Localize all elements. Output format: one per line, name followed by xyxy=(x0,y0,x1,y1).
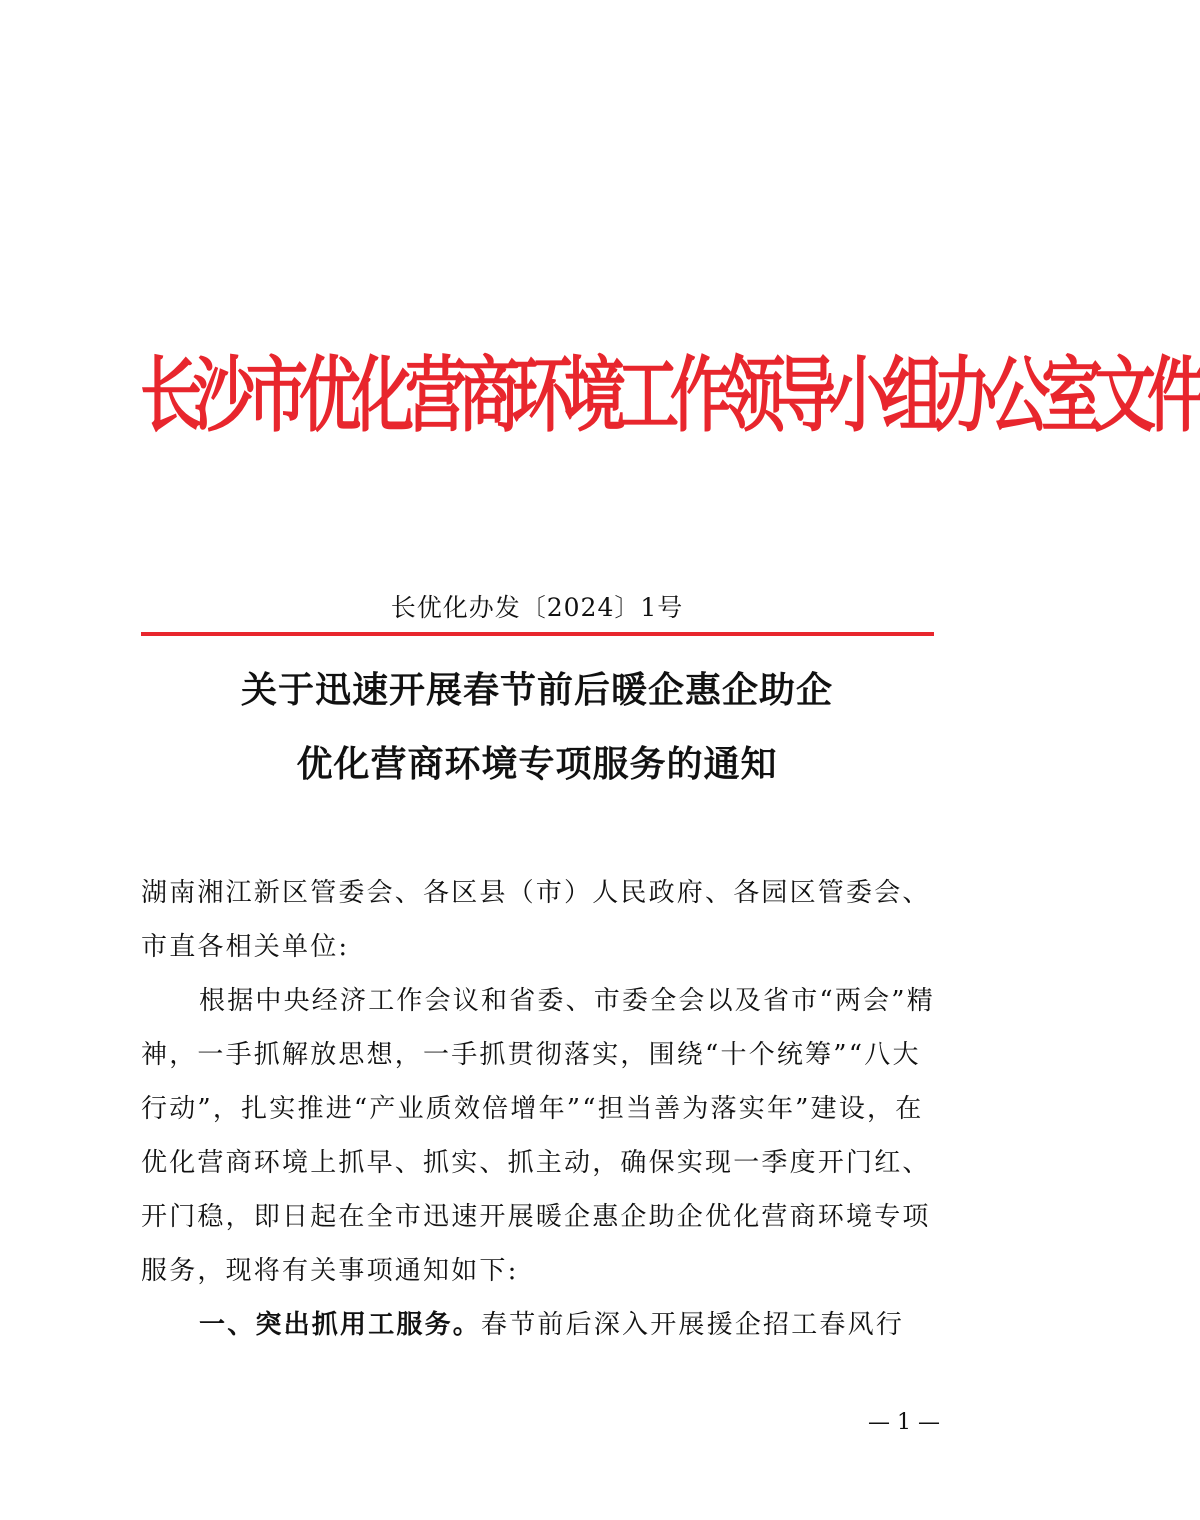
notice-title-line-2: 优化营商环境专项服务的通知 xyxy=(296,743,778,785)
red-divider-rule xyxy=(141,632,934,636)
document-number: 长优化办发〔2024〕1号 xyxy=(390,593,684,622)
section-1-heading: 一、突出抓用工服务。 xyxy=(199,1310,482,1340)
issuer-red-header: 长沙市优化营商环境工作领导小组办公室文件 xyxy=(140,347,1200,444)
addressee: 湖南湘江新区管委会、各区县（市）人民政府、各园区管委会、市直各相关单位: xyxy=(141,878,931,962)
notice-title-line-1: 关于迅速开展春节前后暖企惠企助企 xyxy=(240,669,833,711)
section-1 xyxy=(141,1298,941,1352)
page-number: — 1 — xyxy=(868,1410,940,1435)
body-paragraph-1: 根据中央经济工作会议和省委、市委全会以及省市“两会”精神，一手抓解放思想，一手抓贯彻落实，围绕“十个统筹”“八大行动”，扎实推进“产业质效倍增年”“担当善为落实年”建设，在优化营商环境上抓早、抓实、抓主动，确保实现一季度开门红、开门稳，即日起在全市迅速开展暖企惠企助企优化营商环境专项服务，现将有关事项通知如下: xyxy=(141,986,935,1286)
section-1-text: 春节前后深入开展援企招工春风行 xyxy=(481,1310,905,1340)
